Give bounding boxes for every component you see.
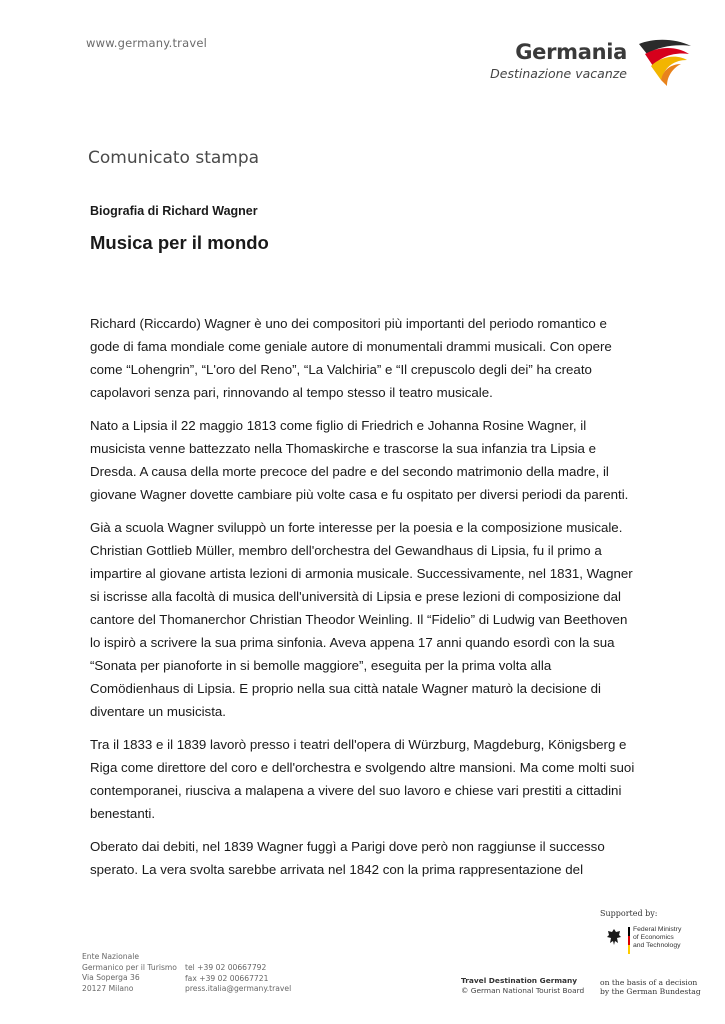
germania-logo — [485, 34, 695, 94]
ministry-logo — [606, 925, 686, 959]
document-title: Musica per il mondo — [90, 232, 269, 253]
supported-by-label: Supported by: — [600, 909, 658, 918]
email-link[interactable]: press.italia@germany.travel — [185, 984, 292, 993]
german-flag-stripe — [628, 927, 630, 955]
footer-address: Ente Nazionale Germanico per il Turismo Via Soperga 36 20127 Milano — [82, 952, 177, 993]
article-body — [90, 312, 635, 891]
paragraph: Nato a Lipsia il 22 maggio 1813 come figlio di Friedrich e Johanna Rosine Wagner, il musicista venne battezzato nella Thomaskirche e trascorse la sua infanzia tra Lipsia e Dresda. A causa della morte precoce del padre e del secondo matrimonio della madre, il giovane Wagner dovette cambiare più volte casa e fu ospitato per diversi periodi da parenti. — [90, 418, 629, 502]
document-subtitle: Biografia di Richard Wagner — [90, 204, 258, 218]
phone-number: tel +39 02 00667792 — [185, 963, 267, 972]
ministry-name: Federal Ministry of Economics and Technology — [633, 926, 682, 949]
document-type: Comunicato stampa — [88, 148, 260, 168]
logo-name: Germania — [515, 40, 627, 64]
federal-eagle-icon — [606, 928, 622, 946]
paragraph: Già a scuola Wagner sviluppò un forte interesse per la poesia e la composizione musicale. Christian Gottlieb Müller, membro dell'orchestra del Gewandhaus di Lipsia, fu il primo a impartire al giovane artista lezioni di armonia musicale. Successivamente, nel 1831, Wagner si iscrisse alla facoltà di musica dell'università di Lipsia e prese lezioni di composizione dal cantore del Thomanerchor Christian Theodor Weinling. Il “Fidelio” di Ludwig van Beethoven lo ispirò a scrivere la sua prima sinfonia. Aveva appena 17 anni quando esordì con la sua “Sonata per pianoforte in si bemolle maggiore”, eseguita per la prima volta alla Comödienhaus di Lipsia. E proprio nella sua città natale Wagner maturò la decisione di diventare un musicista. — [90, 520, 633, 719]
footer-contact — [185, 963, 291, 995]
paragraph: Oberato dai debiti, nel 1839 Wagner fuggì a Parigi dove però non raggiunse il successo sperato. La vera svolta sarebbe arrivata nel 1842 con la prima rappresentazione del — [90, 839, 605, 877]
fax-number: fax +39 02 00667721 — [185, 973, 269, 983]
footer-bundestag-note: on the basis of a decision by the German Bundestag — [600, 978, 701, 996]
website-url: www.germany.travel — [86, 36, 208, 50]
paragraph: Tra il 1833 e il 1839 lavorò presso i teatri dell'opera di Würzburg, Magdeburg, Königsberg e Riga come direttore del coro e dell'orchestra e svolgendo altre mansioni. Ma come molti suoi contemporanei, riusciva a malapena a vivere del suo lavoro e chiese vari prestiti a cittadini benestanti. — [90, 737, 635, 821]
footer-tourist-board: Travel Destination Germany © German National Tourist Board — [461, 976, 585, 995]
logo-tagline: Destinazione vacanze — [490, 66, 627, 81]
swoosh-logo-icon — [631, 34, 695, 92]
paragraph: Richard (Riccardo) Wagner è uno dei compositori più importanti del periodo romantico e gode di fama mondiale come geniale autore di monumentali drammi musicali. Con opere come “Lohengrin”, “L'oro del Reno”, “La Valchiria” e “Il crepuscolo degli dei” ha creato capolavori senza pari, rinnovando al tempo stesso il teatro musicale. — [90, 316, 612, 400]
